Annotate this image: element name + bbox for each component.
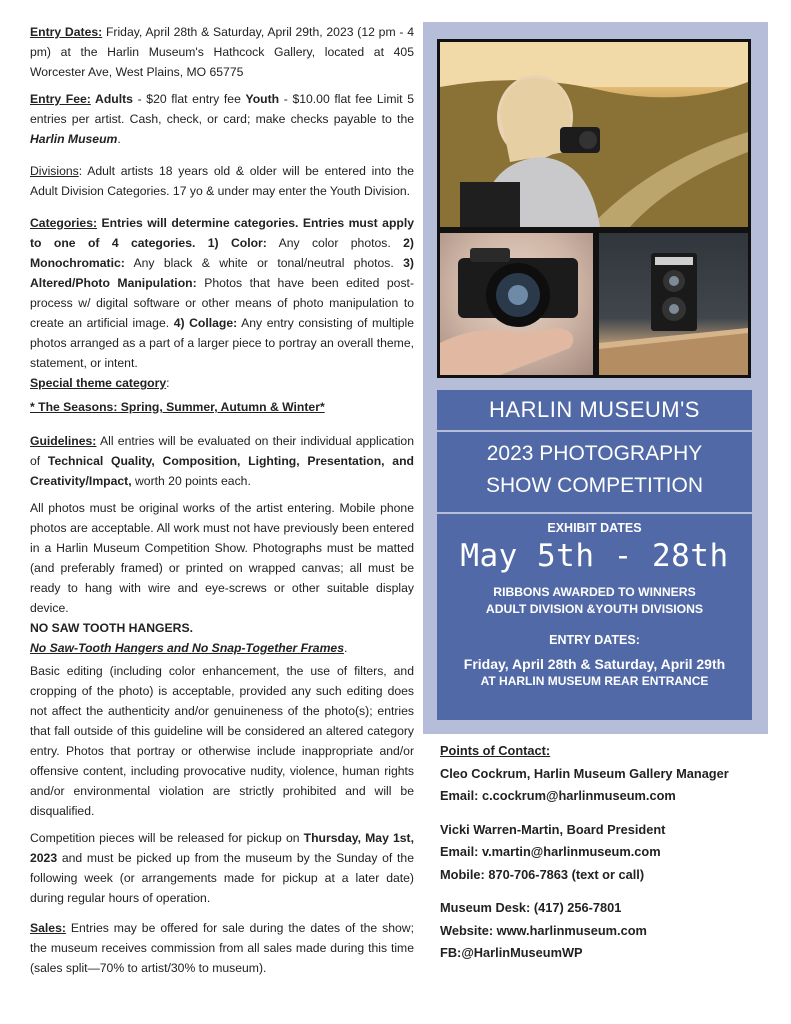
entry-dates-label: Entry Dates: <box>30 25 103 39</box>
categories-intro: Entries will determine categories. Entries must apply to one of 4 categories. <box>30 216 414 250</box>
category-1-text: Any color photos. <box>266 236 404 250</box>
no-saw-tooth-italic-line <box>30 638 414 658</box>
museum-facebook[interactable]: FB:@HarlinMuseumWP <box>440 945 583 960</box>
pickup-text-1: Competition pieces will be released for pickup on <box>30 831 304 845</box>
special-theme-label: Special theme category <box>30 376 167 390</box>
exhibit-dates-label: EXHIBIT DATES <box>547 521 642 535</box>
subtitle-line-2: SHOW COMPETITION <box>486 474 703 497</box>
photographer-landscape-photo <box>437 39 751 230</box>
youth-label: Youth <box>245 92 280 106</box>
pickup-text-2: and must be picked up from the museum by the Sunday of the following week (or arrangements made for pickup at a later date) during regular hours of operation. <box>30 851 414 905</box>
contact-1-name: Cleo Cockrum, Harlin Museum Gallery Manager <box>440 765 729 781</box>
special-theme <box>30 373 414 393</box>
guidelines-original-works <box>30 498 414 618</box>
entry-dates-text: Friday, April 28th & Saturday, April 29th, 2023 (12 pm - 4 pm) at the Harlin Museum's Hathcock Gallery, located at 405 Worcester Ave, West Plains, MO 65775 <box>30 25 414 79</box>
divisions-label: Divisions <box>30 164 79 178</box>
editing-rules <box>30 661 414 821</box>
flyer-title: HARLIN MUSEUM'S <box>437 390 752 430</box>
photographer-illustration <box>440 42 748 227</box>
category-4-label: 4) Collage: <box>173 316 238 330</box>
ribbons-line-1: RIBBONS AWARDED TO WINNERS <box>493 585 696 599</box>
vintage-camera-photo <box>596 230 751 378</box>
divisions-text: : Adult artists 18 years old & older will be entered into the Adult Division Categories. 17 yo & under may enter the Youth Division. <box>30 164 414 198</box>
sales-text: Entries may be offered for sale during the dates of the show; the museum receives commission from all sales made during this time (sales split—70% to artist/30% to museum). <box>30 921 414 975</box>
seasons-theme <box>30 397 414 417</box>
exhibit-dates: May 5th - 28th <box>460 538 729 574</box>
contact-1-email[interactable]: Email: c.cockrum@harlinmuseum.com <box>440 788 676 803</box>
museum-desk-phone: Museum Desk: (417) 256-7801 <box>440 900 622 915</box>
contact-2-name: Vicki Warren-Martin, Board President <box>440 821 666 837</box>
guidelines-criteria: Technical Quality, Composition, Lighting, Presentation, and Creativity/Impact, <box>30 454 414 488</box>
youth-fee: - $10.00 flat fee Limit 5 entries per artist. Cash, check, or card; make checks payable to the <box>30 92 414 126</box>
guidelines-p2: All photos must be original works of the artist entering. Mobile phone photos are acceptable. All work must not have previously been entered in a Harlin Museum Competition Show. Photographs must be matted (and preferably framed) or printed on wrapped canvas; all must be ready to hang with wire and eye-screws or other suitable display device. <box>30 501 414 615</box>
guidelines-section <box>30 431 414 491</box>
special-theme-colon: : <box>166 376 170 390</box>
no-saw-tooth-italic: No Saw-Tooth Hangers and No Snap-Together Frames <box>30 641 344 655</box>
adults-label: Adults <box>90 92 133 106</box>
guidelines-text-1: All entries will be evaluated on their individual application of <box>30 434 414 468</box>
points-of-contact <box>440 740 770 965</box>
twin-lens-camera-illustration <box>599 233 748 375</box>
flyer-entry-dates: Friday, April 28th & Saturday, April 29th <box>463 656 726 672</box>
contact-2-email[interactable]: Email: v.martin@harlinmuseum.com <box>440 844 661 859</box>
category-2-text: Any black & white or tonal/neutral photos. <box>124 256 404 270</box>
categories-section <box>30 213 414 373</box>
category-4-text: Any entry consisting of multiple photos arranged as a part of a larger piece to portray an overall theme, statement, or intent. <box>30 316 414 370</box>
divisions-section <box>30 161 414 201</box>
category-3-label: 3) Altered/Photo Manipulation: <box>30 256 414 290</box>
hand-held-camera-photo <box>437 230 596 378</box>
no-saw-tooth-caps: NO SAW TOOTH HANGERS. <box>30 621 193 635</box>
category-3-text: Photos that have been edited post-process w/ digital software or other means of photo manipulation to create an artificial image. <box>30 276 414 330</box>
contact-2-mobile: Mobile: 870-706-7863 (text or call) <box>440 866 645 882</box>
category-1-label: 1) Color: <box>207 236 267 250</box>
entry-dates-section <box>30 22 414 82</box>
guidelines-label: Guidelines: <box>30 434 97 448</box>
categories-label: Categories: <box>30 216 98 230</box>
sales-label: Sales: <box>30 921 66 935</box>
camera-in-hand-illustration <box>440 233 593 375</box>
pickup-section <box>30 828 414 908</box>
flyer-entry-location: AT HARLIN MUSEUM REAR ENTRANCE <box>480 674 709 688</box>
flyer-info <box>437 514 752 720</box>
guidelines-text-2: worth 20 points each. <box>131 474 251 488</box>
adults-fee: - $20 flat entry fee <box>132 92 246 106</box>
guidelines-p3: Basic editing (including color enhancement, the use of filters, and cropping of the photo) is acceptable, provided any such editing does not affect the authenticity and/or genuineness of the photo(s); entries that fall outside of this guideline will be considered an altered category entry. Photos that portray or otherwise include inappropriate and/or offensive content, including provocative nudity, violence, human rights and/or environmental violation are strictly prohibited and will be disqualified. <box>30 664 414 818</box>
entry-fee-end: . <box>117 132 121 146</box>
category-2-label: 2) Monochromatic: <box>30 236 414 270</box>
ribbons-line-2: ADULT DIVISION &YOUTH DIVISIONS <box>485 602 704 616</box>
rules-column <box>30 22 414 985</box>
entry-dates-heading: ENTRY DATES: <box>549 633 640 647</box>
pickup-date: Thursday, May 1st, 2023 <box>30 831 414 865</box>
contact-heading: Points of Contact: <box>440 743 551 758</box>
museum-website[interactable]: Website: www.harlinmuseum.com <box>440 922 647 938</box>
no-saw-tooth-end: . <box>343 641 348 655</box>
sales-section <box>30 918 414 978</box>
flyer-subtitle <box>437 432 752 512</box>
subtitle-line-1: 2023 PHOTOGRAPHY <box>486 442 703 465</box>
payable-to: Harlin Museum <box>30 132 118 146</box>
flyer-panel <box>423 22 768 734</box>
entry-fee-label: Entry Fee: <box>30 92 91 106</box>
seasons-text: * The Seasons: Spring, Summer, Autumn & Winter* <box>30 400 325 414</box>
no-saw-tooth <box>30 618 414 638</box>
entry-fee-section <box>30 89 414 149</box>
